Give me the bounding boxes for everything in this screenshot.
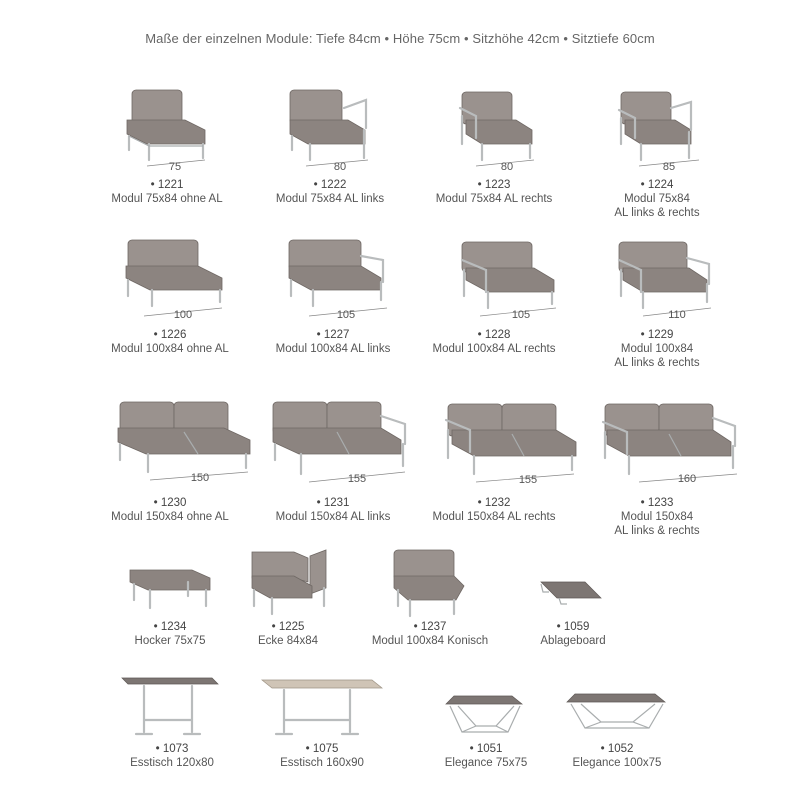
- product-1059[interactable]: [483, 548, 663, 648]
- product-name: Modul 100x84 AL links: [275, 343, 391, 355]
- product-code: • 1227: [316, 329, 350, 341]
- dimension-label: 110: [668, 309, 686, 321]
- product-name: Modul 150x84 ohne AL: [111, 511, 229, 523]
- product-code: • 1231: [316, 497, 350, 509]
- product-name: Modul 75x84 ohne AL: [111, 193, 223, 205]
- product-name: Modul 100x84 Konisch: [371, 635, 489, 647]
- dimension-label: 150: [190, 472, 210, 484]
- product-name: Modul 75x84 AL links & rechts: [614, 193, 700, 219]
- dimension-label: 80: [500, 161, 514, 173]
- product-code: • 1051: [469, 743, 503, 755]
- product-code: • 1052: [600, 743, 634, 755]
- product-1230[interactable]: [80, 396, 260, 524]
- product-1232[interactable]: [404, 396, 584, 524]
- product-1231[interactable]: [243, 396, 423, 524]
- product-name: Modul 75x84 AL rechts: [435, 193, 553, 205]
- product-1221[interactable]: [77, 88, 257, 206]
- product-1226[interactable]: [80, 238, 260, 356]
- dimension-label: 85: [662, 161, 676, 173]
- dining-table-160-image: [232, 670, 412, 742]
- chair-module-100-no-armrest-image: [80, 238, 260, 328]
- product-1227[interactable]: [243, 238, 423, 356]
- product-name: Ablageboard: [540, 635, 606, 647]
- product-1229[interactable]: [567, 238, 747, 370]
- chair-module-100-armrest-left-image: [243, 238, 423, 328]
- product-code: • 1237: [413, 621, 447, 633]
- product-1224[interactable]: [567, 88, 747, 220]
- dimension-label: 75: [168, 161, 182, 173]
- product-code: • 1059: [556, 621, 590, 633]
- dimension-label: 160: [677, 473, 697, 485]
- product-code: • 1073: [155, 743, 189, 755]
- product-code: • 1230: [153, 497, 187, 509]
- sofa-module-150-armrest-right-image: [404, 396, 584, 496]
- sofa-module-150-no-armrest-image: [80, 396, 260, 496]
- product-name: Elegance 75x75: [444, 757, 528, 769]
- product-name: Modul 150x84 AL rechts: [432, 511, 556, 523]
- chair-module-75-armrest-right-image: [404, 88, 584, 178]
- sofa-module-150-armrest-both-image: [567, 396, 747, 496]
- product-name: Modul 75x84 AL links: [275, 193, 385, 205]
- product-name: Elegance 100x75: [572, 757, 662, 769]
- page-title: Maße der einzelnen Module: Tiefe 84cm • Höhe 75cm • Sitzhöhe 42cm • Sitztiefe 60cm: [145, 31, 655, 46]
- chair-module-100-armrest-right-image: [404, 238, 584, 328]
- product-1228[interactable]: [404, 238, 584, 356]
- product-name: Esstisch 120x80: [130, 757, 214, 769]
- product-code: • 1226: [153, 329, 187, 341]
- dimension-label: 100: [173, 309, 193, 321]
- product-code: • 1228: [477, 329, 511, 341]
- dimension-label: 155: [347, 473, 367, 485]
- product-1222[interactable]: [240, 88, 420, 206]
- sofa-module-150-armrest-left-image: [243, 396, 423, 496]
- product-code: • 1221: [150, 179, 184, 191]
- product-name: Esstisch 160x90: [280, 757, 364, 769]
- product-code: • 1229: [640, 329, 674, 341]
- product-1075[interactable]: [232, 670, 412, 770]
- product-name: Ecke 84x84: [257, 635, 319, 647]
- chair-module-75-armrest-left-image: [240, 88, 420, 178]
- dimension-label: 80: [333, 161, 347, 173]
- shelf-board-image: [483, 548, 663, 620]
- product-1223[interactable]: [404, 88, 584, 206]
- product-code: • 1224: [640, 179, 674, 191]
- product-name: Modul 150x84 AL links & rechts: [614, 511, 700, 537]
- product-name: Hocker 75x75: [134, 635, 206, 647]
- dimension-label: 105: [336, 309, 356, 321]
- product-code: • 1233: [640, 497, 674, 509]
- product-code: • 1222: [313, 179, 347, 191]
- chair-module-75-no-armrest-image: [77, 88, 257, 178]
- chair-module-100-armrest-both-image: [567, 238, 747, 328]
- product-name: Modul 100x84 AL rechts: [432, 343, 556, 355]
- product-code: • 1075: [305, 743, 339, 755]
- product-name: Modul 150x84 AL links: [275, 511, 391, 523]
- dimension-label: 155: [518, 474, 538, 486]
- product-1233[interactable]: [567, 396, 747, 538]
- product-code: • 1234: [153, 621, 187, 633]
- product-name: Modul 100x84 ohne AL: [111, 343, 229, 355]
- product-code: • 1225: [271, 621, 305, 633]
- dimension-label: 105: [511, 309, 531, 321]
- chair-module-75-armrest-both-image: [567, 88, 747, 178]
- product-name: Modul 100x84 AL links & rechts: [614, 343, 700, 369]
- elegance-table-100-image: [527, 670, 707, 742]
- product-code: • 1223: [477, 179, 511, 191]
- product-code: • 1232: [477, 497, 511, 509]
- product-1052[interactable]: [527, 670, 707, 770]
